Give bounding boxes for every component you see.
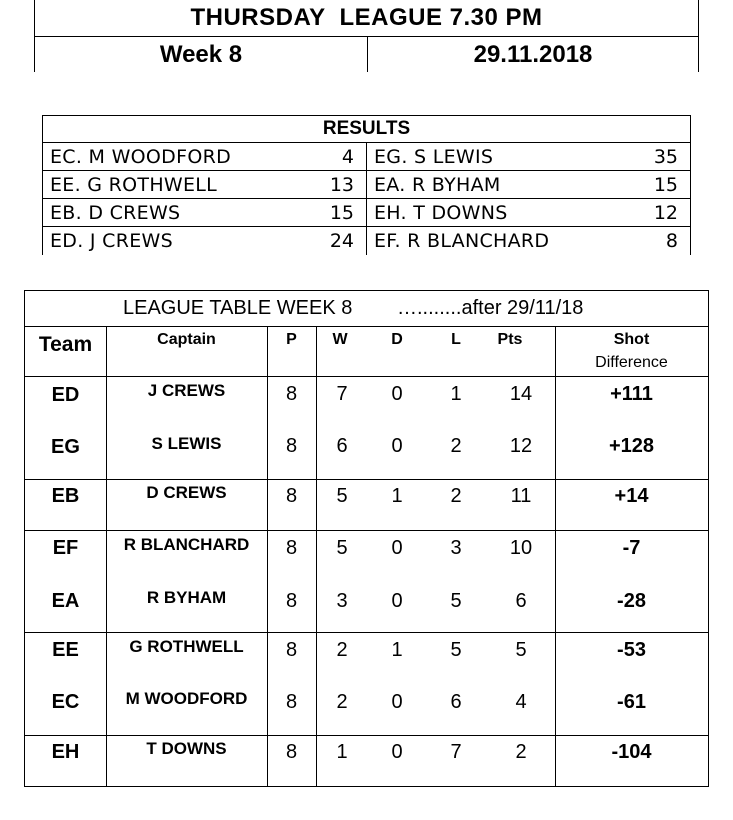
won: 3 — [336, 590, 348, 612]
drawn: 0 — [391, 691, 403, 713]
week-cell — [34, 37, 367, 72]
header-info-row — [34, 37, 699, 72]
shot-difference: +14 — [614, 485, 649, 507]
header-shot-diff-line1: Shot — [613, 331, 650, 348]
away-team: EA. R BYHAM — [374, 174, 501, 196]
home-team: EB. D CREWS — [50, 202, 181, 224]
shot-difference: -61 — [617, 691, 646, 713]
home-score: 24 — [329, 230, 354, 252]
points: 4 — [515, 691, 527, 713]
captain-name: M WOODFORD — [125, 689, 248, 708]
points: 6 — [515, 590, 527, 612]
page-title: THURSDAY LEAGUE 7.30 PM — [190, 4, 543, 31]
points: 5 — [515, 639, 527, 661]
table-divider — [25, 326, 708, 327]
played: 8 — [285, 741, 298, 763]
header-points: Pts — [497, 331, 523, 348]
shot-difference: -104 — [611, 741, 652, 763]
league-after-date: …........after 29/11/18 — [397, 297, 584, 319]
played: 8 — [285, 537, 298, 559]
table-divider — [25, 735, 708, 736]
won: 5 — [336, 537, 348, 559]
header-title-cell — [34, 0, 699, 37]
header-team: Team — [38, 333, 93, 356]
shot-difference: -7 — [622, 537, 641, 559]
lost: 5 — [450, 590, 462, 612]
header-captain: Captain — [157, 331, 216, 348]
result-row — [42, 171, 691, 199]
lost: 1 — [450, 383, 462, 405]
result-row — [42, 227, 691, 255]
result-row — [42, 143, 691, 171]
points: 14 — [509, 383, 533, 405]
header-played: P — [286, 331, 297, 348]
won: 2 — [336, 639, 348, 661]
played: 8 — [285, 383, 298, 405]
played: 8 — [285, 590, 298, 612]
table-divider — [25, 530, 708, 531]
drawn: 0 — [391, 383, 403, 405]
table-divider — [25, 479, 708, 480]
column-divider — [316, 326, 317, 787]
played: 8 — [285, 435, 298, 457]
league-header — [34, 0, 699, 72]
away-score: 12 — [653, 202, 678, 224]
team-code: EH — [51, 741, 80, 763]
drawn: 0 — [391, 435, 403, 457]
table-divider — [25, 632, 708, 633]
played: 8 — [285, 485, 298, 507]
drawn: 0 — [391, 537, 403, 559]
lost: 7 — [450, 741, 462, 763]
captain-name: R BLANCHARD — [123, 535, 250, 554]
points: 11 — [510, 485, 532, 507]
captain-name: S LEWIS — [151, 434, 222, 453]
drawn: 1 — [391, 485, 403, 507]
won: 2 — [336, 691, 348, 713]
away-team: EF. R BLANCHARD — [374, 230, 550, 252]
team-code: EA — [51, 590, 80, 612]
header-drawn: D — [391, 331, 403, 348]
header-won: W — [332, 331, 348, 348]
played: 8 — [285, 691, 298, 713]
results-title: RESULTS — [42, 115, 691, 143]
home-score: 13 — [329, 174, 354, 196]
captain-name: J CREWS — [147, 381, 226, 400]
header-shot-diff-line2: Difference — [595, 354, 668, 371]
date-cell — [367, 37, 699, 72]
away-score: 8 — [665, 230, 678, 252]
week-label: Week 8 — [159, 41, 243, 68]
points: 2 — [515, 741, 527, 763]
lost: 5 — [450, 639, 462, 661]
captain-name: R BYHAM — [146, 588, 227, 607]
points: 10 — [509, 537, 533, 559]
home-team: EC. M WOODFORD — [50, 146, 232, 168]
shot-difference: -28 — [617, 590, 646, 612]
header-lost: L — [451, 331, 461, 348]
won: 1 — [336, 741, 348, 763]
shot-difference: +128 — [608, 435, 655, 457]
home-score: 4 — [341, 146, 354, 168]
shot-difference: +111 — [610, 383, 653, 405]
team-code: ED — [51, 384, 80, 406]
captain-name: T DOWNS — [146, 739, 227, 758]
won: 7 — [336, 383, 348, 405]
drawn: 0 — [391, 741, 403, 763]
league-title: LEAGUE TABLE WEEK 8 — [123, 297, 353, 319]
away-score: 35 — [653, 146, 678, 168]
won: 5 — [336, 485, 348, 507]
league-table — [24, 290, 709, 787]
team-code: EC — [51, 691, 80, 713]
home-team: ED. J CREWS — [50, 230, 173, 252]
away-team: EG. S LEWIS — [374, 146, 494, 168]
shot-difference: -53 — [617, 639, 646, 661]
team-code: EF — [52, 537, 79, 559]
team-code: EE — [52, 639, 79, 661]
team-code: EG — [51, 436, 80, 458]
drawn: 1 — [391, 639, 403, 661]
lost: 2 — [450, 435, 462, 457]
lost: 6 — [450, 691, 462, 713]
away-team: EH. T DOWNS — [374, 202, 508, 224]
captain-name: D CREWS — [146, 483, 227, 502]
results-table — [42, 115, 691, 255]
result-row — [42, 199, 691, 227]
lost: 2 — [450, 485, 462, 507]
played: 8 — [285, 639, 298, 661]
home-score: 15 — [329, 202, 354, 224]
away-score: 15 — [653, 174, 678, 196]
date-label: 29.11.2018 — [473, 41, 593, 68]
table-divider — [25, 376, 708, 377]
team-code: EB — [51, 485, 80, 507]
drawn: 0 — [391, 590, 403, 612]
home-team: EE. G ROTHWELL — [50, 174, 218, 196]
won: 6 — [336, 435, 348, 457]
league-title-row — [25, 291, 708, 326]
points: 12 — [509, 435, 533, 457]
captain-name: G ROTHWELL — [129, 637, 244, 656]
lost: 3 — [450, 537, 462, 559]
